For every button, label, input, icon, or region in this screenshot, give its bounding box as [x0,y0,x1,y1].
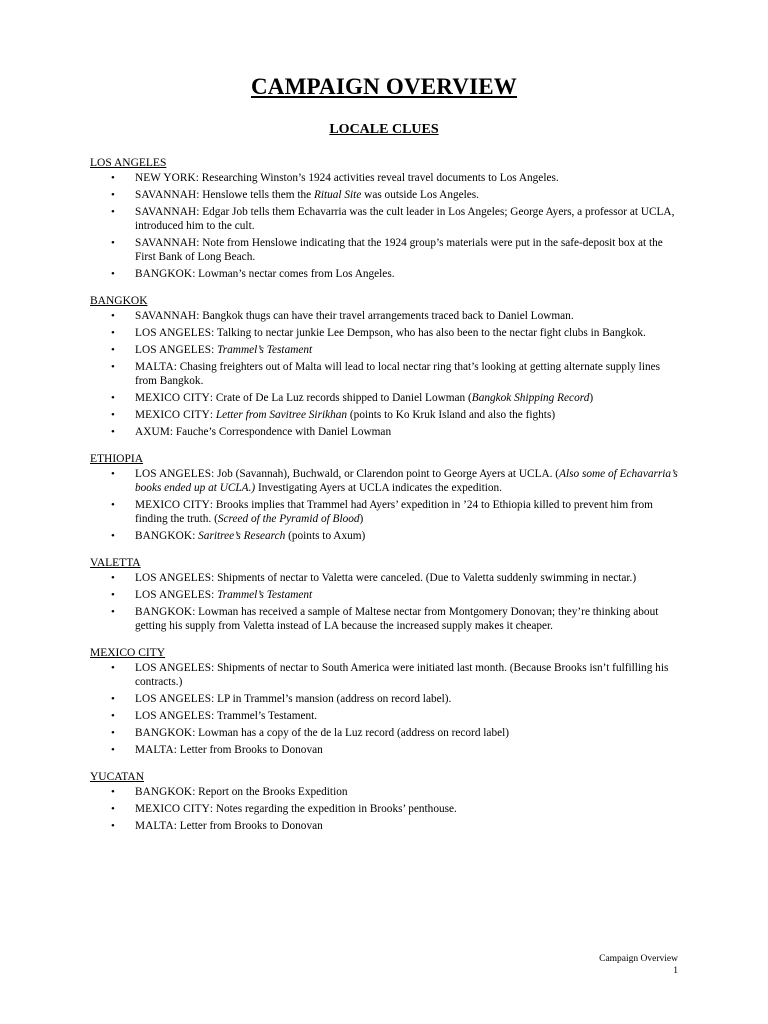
clue-item [90,498,680,526]
bullet-icon: • [111,268,115,280]
bullet-icon: • [111,409,115,421]
clue-item [90,360,680,388]
section-mexico-city [90,646,680,757]
clue-document-title: Ritual Site [313,189,362,201]
bullet-icon: • [111,744,115,756]
clue-text: ) [589,392,594,404]
clue-document-title: Trammel’s Testament [217,344,313,356]
clue-text: Lowman has received a sample of Maltese nectar from Montgomery Donovan; they’re thinking about getting his supply from Valetta instead of LA because the increased supply makes it cheaper. [135,606,659,632]
clue-text: LP in Trammel’s mansion (address on record label). [217,693,452,705]
clue-text: Talking to nectar junkie Lee Dempson, who has also been to the nectar fight clubs in Bangkok. [216,327,646,339]
section-heading: MEXICO CITY [90,647,166,659]
section-bangkok [90,294,680,439]
clue-separator: : [209,499,216,511]
clue-source-location: MALTA [135,820,174,832]
clue-source-location: LOS ANGELES [135,710,212,722]
clue-item [90,309,680,323]
clue-item [90,236,680,264]
clue-text: Researching Winston’s 1924 activities reveal travel documents to Los Angeles. [201,172,559,184]
clue-text: Fauche’s Correspondence with Daniel Lowman [175,426,392,438]
clue-source-location: LOS ANGELES [135,344,212,356]
clue-separator: : [211,710,217,722]
clue-document-title: Trammel’s Testament [217,589,313,601]
clue-item [90,571,680,585]
section-heading: ETHIOPIA [90,453,144,465]
clue-source-location: SAVANNAH [135,310,197,322]
bullet-icon: • [111,327,115,339]
bullet-icon: • [111,344,115,356]
bullet-icon: • [111,589,115,601]
clue-separator: : [211,468,218,480]
clue-document-title: Letter from Savitree Sirikhan [215,409,348,421]
clue-source-location: BANGKOK [135,786,193,798]
page-footer [599,953,678,977]
section-heading: LOS ANGELES [90,157,167,169]
bullet-icon: • [111,710,115,722]
clue-source-location: AXUM [135,426,170,438]
clue-item [90,709,680,723]
clue-source-location: BANGKOK [135,268,193,280]
clue-item [90,692,680,706]
clue-text: Trammel’s Testament. [216,710,318,722]
bullet-icon: • [111,426,115,438]
clue-list [90,571,680,633]
clue-source-location: BANGKOK [135,727,193,739]
clue-item [90,343,680,357]
clue-text: Chasing freighters out of Malta will lead to local nectar ring that’s looking at getting alternate supply lines from Bangkok. [135,361,661,387]
bullet-icon: • [111,727,115,739]
clue-text: ) [359,513,364,525]
clue-item [90,819,680,833]
clue-separator: : [211,693,218,705]
page-title: CAMPAIGN OVERVIEW [250,74,518,99]
page-subtitle: LOCALE CLUES [329,122,439,137]
bullet-icon: • [111,662,115,674]
clue-separator: : [192,786,199,798]
clue-separator: : [173,820,180,832]
clue-separator: : [211,662,218,674]
section-ethiopia [90,452,680,543]
clue-source-location: SAVANNAH [135,189,197,201]
clue-source-location: NEW YORK [135,172,196,184]
clue-source-location: SAVANNAH [135,206,197,218]
clue-text: Lowman has a copy of the de la Luz record (address on record label) [198,727,510,739]
clue-separator: : [195,172,202,184]
clue-item [90,605,680,633]
bullet-icon: • [111,786,115,798]
section-yucatan [90,770,680,833]
clue-text: Crate of De La Luz records shipped to Daniel Lowman ( [215,392,472,404]
clue-source-location: LOS ANGELES [135,693,212,705]
clue-text: Edgar Job tells them Echavarria was the cult leader in Los Angeles; George Ayers, a professor at UCLA, introduced him to the cult. [135,206,675,232]
clue-text: Job (Savannah), Buchwald, or Clarendon point to George Ayers at UCLA. ( [217,468,560,480]
clue-source-location: SAVANNAH [135,237,197,249]
bullet-icon: • [111,468,115,480]
clue-source-location: LOS ANGELES [135,662,212,674]
page-number: 1 [673,966,678,976]
clue-separator: : [196,237,203,249]
clue-separator: : [211,344,218,356]
clue-source-location: LOS ANGELES [135,572,212,584]
clue-text: Notes regarding the expedition in Brooks’ penthouse. [215,803,457,815]
clue-list [90,467,680,543]
clue-list [90,309,680,439]
bullet-icon: • [111,392,115,404]
bullet-icon: • [111,189,115,201]
bullet-icon: • [111,693,115,705]
clue-separator: : [209,392,216,404]
bullet-icon: • [111,499,115,511]
clue-document-title: Screed of the Pyramid of Blood [217,513,360,525]
clue-list [90,785,680,833]
clue-text: Letter from Brooks to Donovan [179,744,323,756]
clue-separator: : [196,206,203,218]
clue-list [90,661,680,757]
bullet-icon: • [111,310,115,322]
clue-separator: : [211,572,218,584]
bullet-icon: • [111,803,115,815]
clue-separator: : [173,361,180,373]
clue-source-location: BANGKOK [135,606,193,618]
clue-separator: : [192,530,199,542]
clue-text: Bangkok thugs can have their travel arrangements traced back to Daniel Lowman. [202,310,574,322]
clue-item [90,205,680,233]
clue-source-location: MEXICO CITY [135,409,210,421]
clue-source-location: LOS ANGELES [135,468,212,480]
clue-source-location: LOS ANGELES [135,589,212,601]
clue-text: (points to Ko Kruk Island and also the fights) [347,409,556,421]
clue-text: Letter from Brooks to Donovan [179,820,323,832]
section-valetta [90,556,680,633]
clue-item [90,726,680,740]
clue-item [90,267,680,281]
clue-item [90,326,680,340]
section-los-angeles [90,156,680,281]
clue-item [90,425,680,439]
clue-text: Investigating Ayers at UCLA indicates the expedition. [255,482,503,494]
clue-source-location: BANGKOK [135,530,193,542]
bullet-icon: • [111,572,115,584]
clue-separator: : [169,426,176,438]
clue-separator: : [196,310,203,322]
clue-text: Lowman’s nectar comes from Los Angeles. [198,268,395,280]
clue-item [90,408,680,422]
clue-text: (points to Axum) [285,530,366,542]
clue-text: Shipments of nectar to South America were initiated last month. (Because Brooks isn’t fulfilling his contracts.) [135,662,669,688]
section-heading: YUCATAN [90,771,145,783]
clue-item [90,661,680,689]
clue-document-title: Saritree’s Research [198,530,286,542]
bullet-icon: • [111,172,115,184]
clue-separator: : [196,189,203,201]
bullet-icon: • [111,206,115,218]
clue-item [90,588,680,602]
clue-item [90,188,680,202]
clue-separator: : [173,744,180,756]
clue-source-location: MALTA [135,361,174,373]
clue-separator: : [209,409,216,421]
bullet-icon: • [111,606,115,618]
section-heading: VALETTA [90,557,141,569]
clue-source-location: MEXICO CITY [135,392,210,404]
clue-source-location: MEXICO CITY [135,499,210,511]
clue-text: Henslowe tells them the [202,189,314,201]
clue-item [90,785,680,799]
clue-separator: : [192,727,199,739]
clue-separator: : [192,268,199,280]
clue-list [90,171,680,281]
clue-text: Note from Henslowe indicating that the 1924 group’s materials were put in the safe-deposit box at the First Bank of Long Beach. [135,237,663,263]
clue-text: was outside Los Angeles. [361,189,480,201]
clue-text: Report on the Brooks Expedition [198,786,348,798]
clue-item [90,529,680,543]
clue-document-title: Bangkok Shipping Record [471,392,590,404]
bullet-icon: • [111,530,115,542]
clue-separator: : [211,327,217,339]
clue-source-location: LOS ANGELES [135,327,212,339]
bullet-icon: • [111,237,115,249]
bullet-icon: • [111,820,115,832]
clue-text: Shipments of nectar to Valetta were canceled. (Due to Valetta suddenly swimming in nectar.) [217,572,637,584]
bullet-icon: • [111,361,115,373]
clue-item [90,743,680,757]
clue-sections [90,156,680,846]
clue-source-location: MALTA [135,744,174,756]
clue-item [90,802,680,816]
clue-text: Brooks implies that Trammel had Ayers’ expedition in ’24 to Ethiopia killed to prevent him from finding the truth. ( [135,499,653,525]
clue-source-location: MEXICO CITY [135,803,210,815]
clue-item [90,171,680,185]
clue-item [90,467,680,495]
footer-label: Campaign Overview [599,954,678,964]
clue-document-title: Also some of Echavarria’s books ended up at UCLA.) [135,468,678,494]
clue-separator: : [209,803,216,815]
section-heading: BANGKOK [90,295,148,307]
clue-separator: : [192,606,199,618]
clue-item [90,391,680,405]
clue-separator: : [211,589,218,601]
